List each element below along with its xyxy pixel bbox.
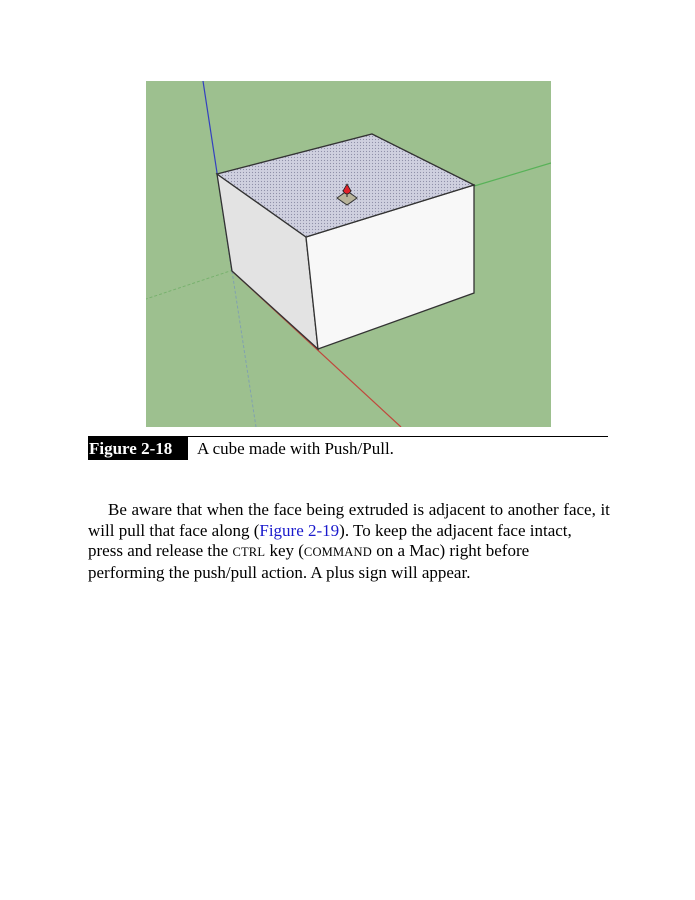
ctrl-key-text: CTRL [232,545,266,559]
figure-2-19-link[interactable]: Figure 2-19 [259,520,340,540]
figure-image [146,81,551,427]
figure-label: Figure 2-18 [88,437,188,460]
body-paragraph [88,500,610,583]
paragraph-line-2: will pull that face along (Figure 2-19). To keep the adjacent face intact, [88,520,572,540]
command-key-text: COMMAND [303,545,372,559]
paragraph-line-3: press and release the CTRL key (COMMAND on a Mac) right before [88,541,530,560]
paragraph-line-1: Be aware that when the face being extruded is adjacent to another face, it [108,500,610,519]
paragraph-line-4: performing the push/pull action. A plus sign will appear. [88,562,471,582]
figure-caption: A cube made with Push/Pull. [197,439,394,458]
